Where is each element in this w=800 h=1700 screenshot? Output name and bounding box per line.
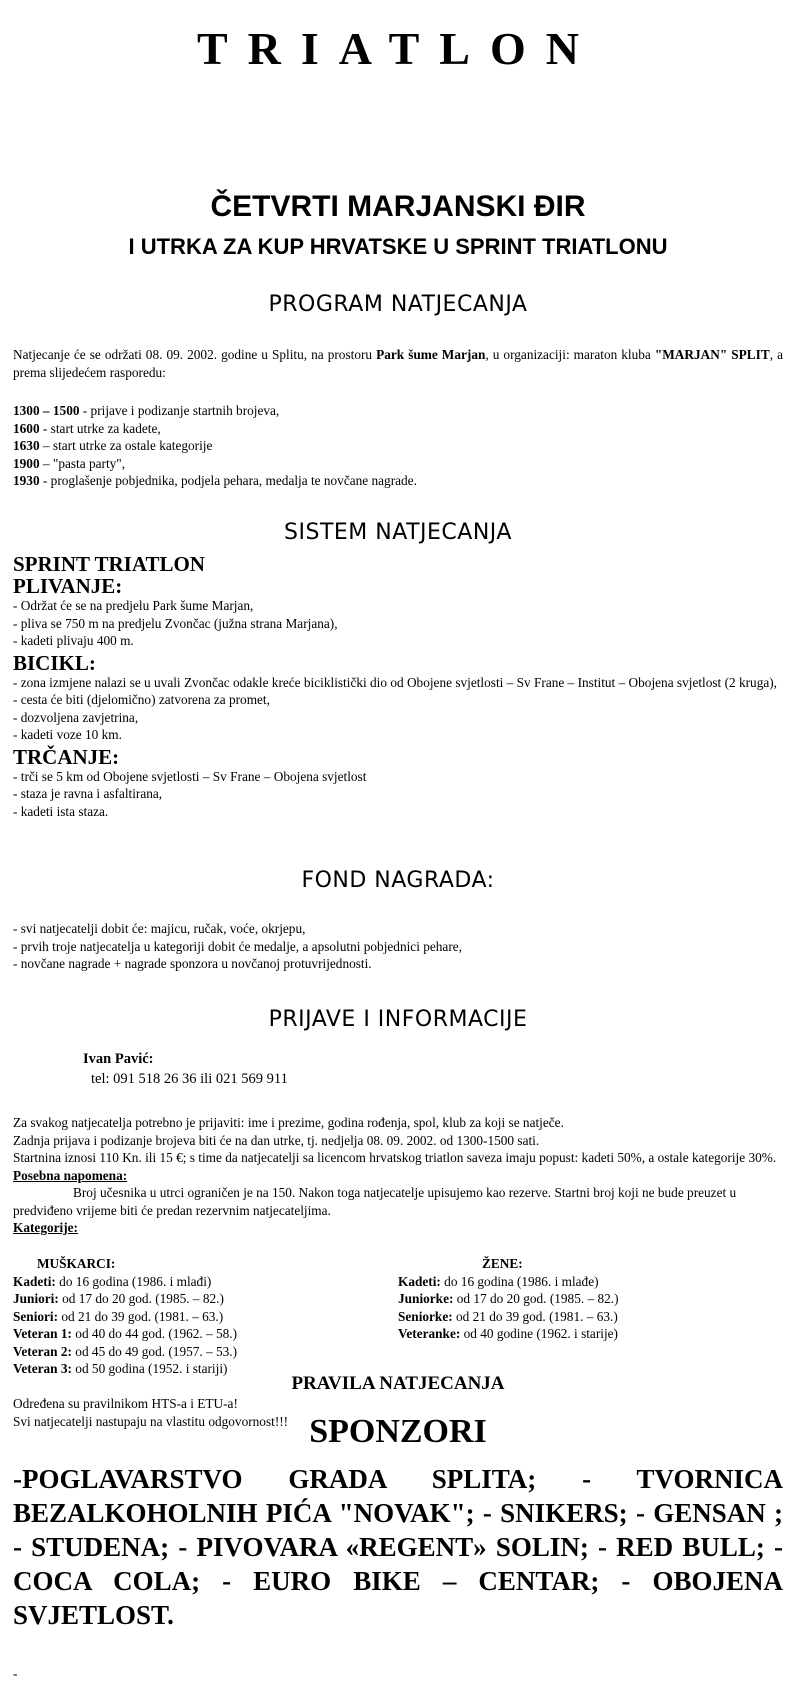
list-item: - zona izmjene nalazi se u uvali Zvončac odakle kreće biciklistički dio od Obojene svjetlosti – Sv Frane – Institut – Obojena svjetlost (2 kruga), [13, 674, 777, 690]
list-item: - prvih troje natjecatelja u kategoriji dobit će medalje, a apsolutni pobjednici pehare, [13, 938, 462, 954]
category-row: Kadeti: do 16 godina (1986. i mlađe) [398, 1273, 599, 1289]
category-row: Veteran 2: od 45 do 49 god. (1957. – 53.) [13, 1343, 238, 1359]
intro-text: , a prema slijedećem rasporedu: [13, 347, 783, 380]
schedule-item: 1630 – start utrke za ostale kategorije [13, 438, 213, 453]
kategorije-title: Kategorije: [13, 1220, 78, 1235]
list-item: - staza je ravna i asfaltirana, [13, 786, 163, 801]
sprint-title: SPRINT TRIATLON [13, 552, 205, 576]
list-item: - cesta će biti (djelomično) zatvorena za promet, [13, 692, 270, 707]
prijave-info [13, 1114, 783, 1237]
trcanje-list [13, 768, 783, 821]
schedule-item: 1900 – "pasta party", [13, 455, 126, 471]
list-item: - trči se 5 km od Obojene svjetlosti – Sv Frane – Obojena svjetlost [13, 768, 367, 784]
trailing-dash: - [13, 1666, 18, 1681]
prijave-heading: PRIJAVE I INFORMACIJE [268, 1007, 528, 1032]
plivanje-title: PLIVANJE: [13, 574, 123, 598]
list-item: - novčane nagrade + nagrade sponzora u novčanoj protuvrijednosti. [13, 956, 372, 971]
sistem-heading: SISTEM NATJECANJA [284, 520, 512, 545]
trcanje-title: TRČANJE: [13, 744, 120, 769]
fond-heading: FOND NAGRADA: [301, 868, 495, 893]
men-title: MUŠKARCI: [37, 1256, 116, 1271]
category-row: Kadeti: do 16 godina (1986. i mlađi) [13, 1273, 212, 1289]
bicikl-list [13, 674, 783, 744]
schedule-item: 1600 - start utrke za kadete, [13, 420, 161, 436]
category-row: Juniori: od 17 do 20 god. (1985. – 82.) [13, 1291, 224, 1306]
note-text: Broj učesnika u utrci ograničen je na 150. Nakon toga natjecatelje upisujemo kao rezerve. Startni broj koji ne bude preuzet u predviđeno vrijeme biti će predan rezervnim natjecateljima. [13, 1185, 737, 1218]
sistem-section [13, 553, 783, 820]
event-title: ČETVRTI MARJANSKI ĐIR [210, 190, 586, 223]
program-intro [13, 346, 783, 381]
list-item: - kadeti ista staza. [13, 803, 109, 819]
list-item: - svi natjecatelji dobit će: majicu, ručak, voće, okrjepu, [13, 921, 306, 936]
list-item: - kadeti voze 10 km. [13, 727, 122, 742]
men-categories [13, 1255, 393, 1378]
sponzori-heading: SPONZORI [309, 1413, 487, 1450]
club-name: "MARJAN" SPLIT [654, 347, 770, 362]
sponzori-list: -POGLAVARSTVO GRADA SPLITA; - TVORNICA BEZALKOHOLNIH PIĆA "NOVAK"; - SNIKERS; - GENSAN ; - STUDENA; - PIVOVARA «REGENT» SOLIN; - RED BULL; - COCA COLA; - EURO BIKE – CENTAR; - OBOJENA SVJETLOST. [13, 1464, 783, 1630]
list-item: - dozvoljena zavjetrina, [13, 709, 139, 725]
category-row: Veteranke: od 40 godine (1962. i starije) [398, 1326, 618, 1341]
info-line: Startnina iznosi 110 Kn. ili 15 €; s time da natjecatelji sa licencom hrvatskog triatlon saveza imaju popust: kadeti 50%, a ostale kategorije 30%. [13, 1150, 777, 1165]
category-row: Seniorke: od 21 do 39 god. (1981. – 63.) [398, 1308, 618, 1324]
women-title: ŽENE: [482, 1256, 523, 1271]
category-row: Seniori: od 21 do 39 god. (1981. – 63.) [13, 1308, 224, 1324]
intro-text: Natjecanje će se održati 08. 09. 2002. godine u Splitu, na prostoru [13, 347, 377, 362]
plivanje-list [13, 597, 783, 650]
contact-phone: tel: 091 518 26 36 ili 021 569 911 [91, 1071, 288, 1087]
category-row: Veteran 1: od 40 do 44 god. (1962. – 58.) [13, 1326, 238, 1341]
category-row: Juniorke: od 17 do 20 god. (1985. – 82.) [398, 1291, 619, 1306]
info-line: Za svakog natjecatelja potrebno je prijaviti: ime i prezime, godina rođenja, spol, klub za koji se natječe. [13, 1115, 564, 1130]
bicikl-title: BICIKL: [13, 650, 96, 675]
event-subtitle: I UTRKA ZA KUP HRVATSKE U SPRINT TRIATLONU [128, 234, 668, 259]
schedule-item: 1300 – 1500 - prijave i podizanje startnih brojeva, [13, 403, 280, 418]
location-name: Park šume Marjan [376, 347, 486, 362]
schedule-list [13, 402, 783, 490]
contact-name: Ivan Pavić: [83, 1051, 154, 1067]
info-line: Zadnja prijava i podizanje brojeva biti će na dan utrke, tj. nedjelja 08. 09. 2002. od 1300-1500 sati. [13, 1132, 540, 1148]
schedule-item: 1930 - proglašenje pobjednika, podjela pehara, medalja te novčane nagrade. [13, 473, 417, 488]
category-row: Veteran 3: od 50 godina (1952. i stariji) [13, 1361, 228, 1376]
list-item: - Održat će se na predjelu Park šume Marjan, [13, 598, 254, 613]
program-heading: PROGRAM NATJECANJA [268, 292, 528, 317]
document-page [13, 0, 783, 1700]
rule-line: Određena su pravilnikom HTS-a i ETU-a! [13, 1396, 238, 1411]
pravila-heading: PRAVILA NATJECANJA [291, 1373, 505, 1394]
document-title: TRIATLON [197, 23, 599, 74]
rule-line: Svi natjecatelji nastupaju na vlastitu odgovornost!!! [13, 1413, 289, 1429]
list-item: - pliva se 750 m na predjelu Zvončac (južna strana Marjana), [13, 615, 338, 631]
fond-list [13, 920, 783, 973]
list-item: - kadeti plivaju 400 m. [13, 633, 134, 648]
intro-text: , u organizaciji: maraton kluba [485, 347, 655, 362]
contact-block [83, 1051, 683, 1089]
women-categories [398, 1255, 778, 1343]
note-title: Posebna napomena: [13, 1167, 128, 1183]
